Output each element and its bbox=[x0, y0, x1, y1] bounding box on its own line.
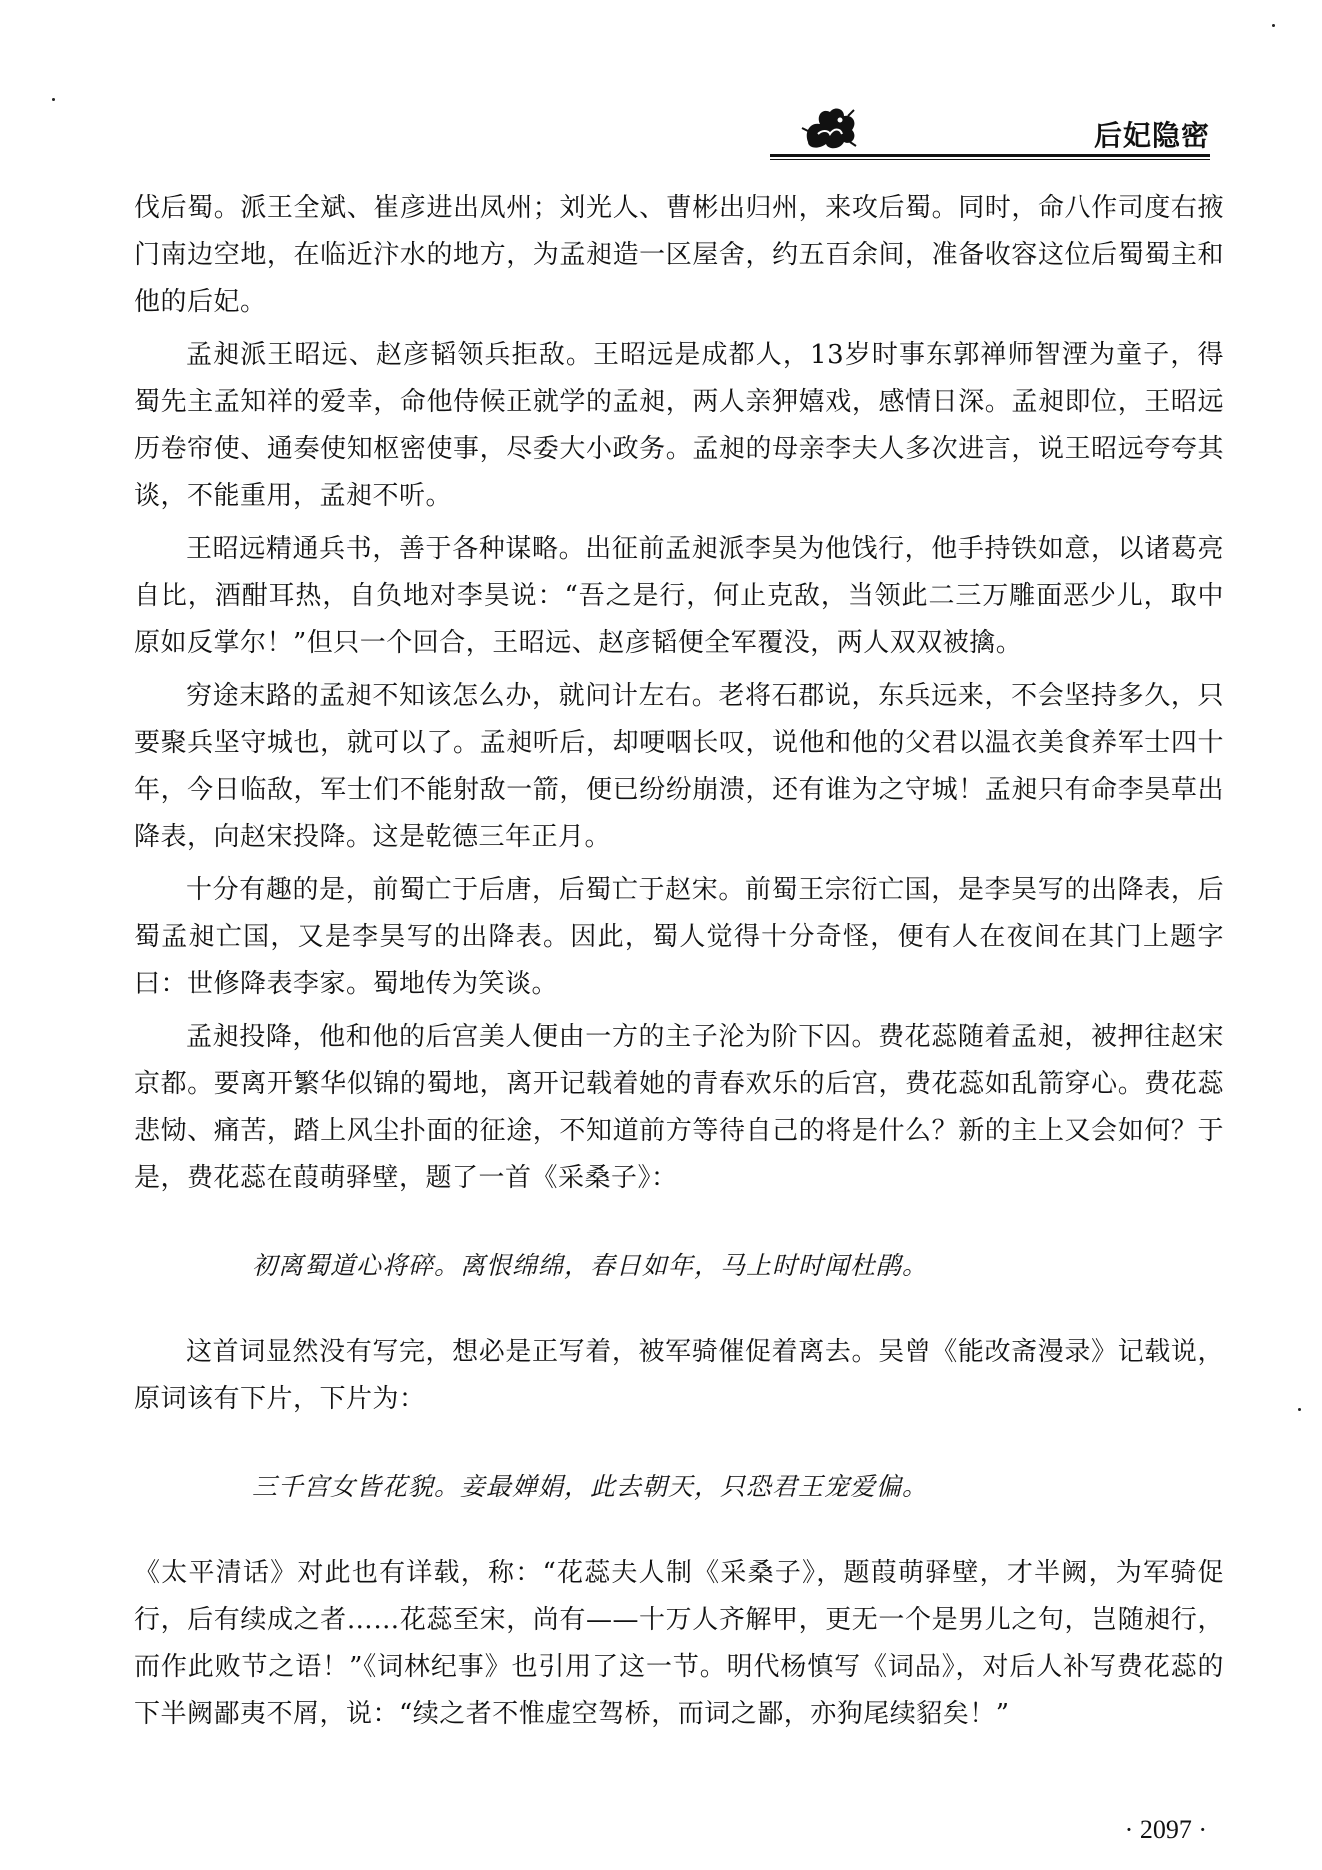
poem-verse: 初离蜀道心将碎。离恨绵绵，春日如年，马上时时闻杜鹃。 bbox=[252, 1251, 929, 1280]
main-text bbox=[134, 185, 1224, 1744]
scan-speck bbox=[52, 98, 55, 101]
paragraph: 孟昶派王昭远、赵彦韬领兵拒敌。王昭远是成都人，13岁时事东郭禅师智湮为童子，得蜀先主孟知祥的爱幸，命他侍候正就学的孟昶，两人亲狎嬉戏，感情日深。孟昶即位，王昭远历卷帘使、通奏使知枢密使事，尽委大小政务。孟昶的母亲李夫人多次进言，说王昭远夸夸其谈，不能重用，孟昶不听。 bbox=[134, 340, 1224, 511]
page-number: · 2097 · bbox=[1124, 1815, 1207, 1844]
header-rule-thin bbox=[770, 159, 1210, 160]
running-header bbox=[770, 100, 1210, 160]
dragon-emblem-icon bbox=[800, 102, 860, 154]
paragraph: 十分有趣的是，前蜀亡于后唐，后蜀亡于赵宋。前蜀王宗衍亡国，是李昊写的出降表，后蜀孟昶亡国，又是李昊写的出降表。因此，蜀人觉得十分奇怪，便有人在夜间在其门上题字曰：世修降表李家。蜀地传为笑谈。 bbox=[134, 875, 1224, 999]
paragraph: 伐后蜀。派王全斌、崔彦进出凤州；刘光人、曹彬出归州，来攻后蜀。同时，命八作司度右掖门南边空地，在临近汴水的地方，为孟昶造一区屋舍，约五百余间，准备收容这位后蜀蜀主和他的后妃。 bbox=[134, 193, 1224, 317]
paragraph: 穷途末路的孟昶不知该怎么办，就问计左右。老将石郡说，东兵远来，不会坚持多久，只要聚兵坚守城也，就可以了。孟昶听后，却哽咽长叹，说他和他的父君以温衣美食养军士四十年，今日临敌，军士们不能射敌一箭，便已纷纷崩溃，还有谁为之守城！孟昶只有命李昊草出降表，向赵宋投降。这是乾德三年正月。 bbox=[134, 681, 1224, 852]
scan-speck bbox=[1298, 1408, 1301, 1411]
header-title: 后妃隐密 bbox=[1093, 119, 1210, 152]
paragraph: 孟昶投降，他和他的后宫美人便由一方的主子沦为阶下囚。费花蕊随着孟昶，被押往赵宋京都。要离开繁华似锦的蜀地，离开记载着她的青春欢乐的后宫，费花蕊如乱箭穿心。费花蕊悲恸、痛苦，踏上风尘扑面的征途，不知道前方等待自己的将是什么？新的主上又会如何？于是，费花蕊在葭萌驿壁，题了一首《采桑子》： bbox=[134, 1022, 1224, 1193]
header-rule bbox=[770, 154, 1210, 157]
paragraph: 《太平清话》对此也有详载，称：“花蕊夫人制《采桑子》，题葭萌驿壁，才半阙，为军骑促行，后有续成之者……花蕊至宋，尚有——十万人齐解甲，更无一个是男儿之句，岂随昶行，而作此败节之语！”《词林纪事》也引用了这一节。明代杨慎写《词品》，对后人补写费花蕊的下半阙鄙夷不屑，说：“续之者不惟虚空驾桥，而词之鄙，亦狗尾续貂矣！” bbox=[134, 1558, 1224, 1729]
scan-speck bbox=[1272, 24, 1275, 27]
poem-verse: 三千宫女皆花貌。妾最婵娟，此去朝天，只恐君王宠爱偏。 bbox=[252, 1472, 929, 1501]
paragraph: 王昭远精通兵书，善于各种谋略。出征前孟昶派李昊为他饯行，他手持铁如意，以诸葛亮自比，酒酣耳热，自负地对李昊说：“吾之是行，何止克敌，当领此二三万雕面恶少儿，取中原如反掌尔！”但只一个回合，王昭远、赵彦韬便全军覆没，两人双双被擒。 bbox=[134, 534, 1224, 658]
paragraph: 这首词显然没有写完，想必是正写着，被军骑催促着离去。吴曾《能改斋漫录》记载说，原词该有下片，下片为： bbox=[134, 1337, 1224, 1414]
